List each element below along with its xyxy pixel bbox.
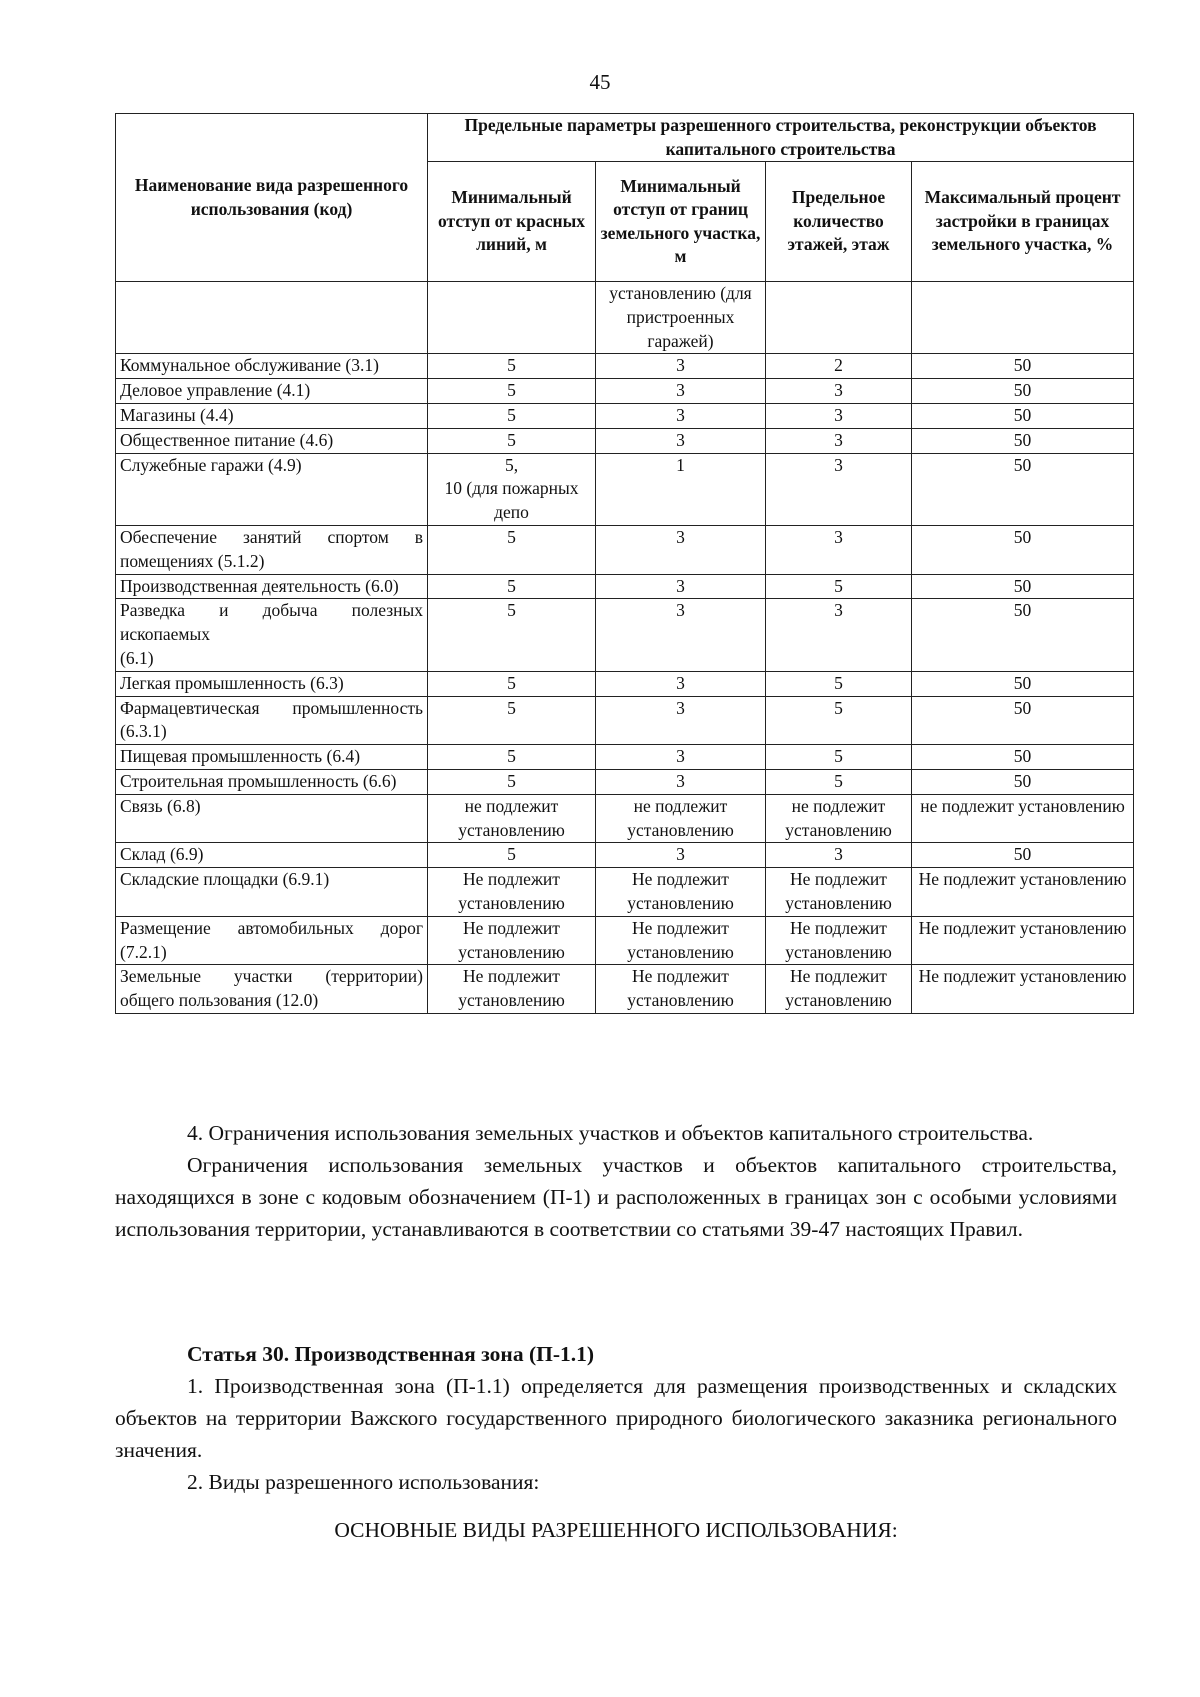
min-offset-red-lines-value: Не подлежит установлению [428,916,596,965]
min-offset-red-lines-value: Не подлежит установлению [428,868,596,917]
table-row [116,671,1134,696]
max-coverage-value: 50 [912,696,1134,745]
max-floors-value: 3 [766,379,912,404]
article-30-heading: Статья 30. Производственная зона (П-1.1) [187,1342,595,1366]
max-coverage-value: 50 [912,453,1134,525]
min-offset-red-lines-value: Не подлежит установлению [428,965,596,1014]
max-floors-value: 5 [766,745,912,770]
table-row [116,745,1134,770]
max-floors-value: 3 [766,403,912,428]
use-type-name [116,282,428,354]
max-floors-value: 3 [766,453,912,525]
min-offset-red-lines-value: 5 [428,843,596,868]
min-offset-plot-borders-value: 3 [596,745,766,770]
min-offset-plot-borders-value: Не подлежит установлению [596,916,766,965]
min-offset-plot-borders-value: Не подлежит установлению [596,868,766,917]
use-type-name: Складские площадки (6.9.1) [116,868,428,917]
table-row [116,574,1134,599]
table-row [116,354,1134,379]
table-row [116,453,1134,525]
max-coverage-value: 50 [912,379,1134,404]
use-type-name: Деловое управление (4.1) [116,379,428,404]
min-offset-red-lines-value: 5 [428,403,596,428]
max-floors-value: 3 [766,525,912,574]
section-4-paragraph: Ограничения использования земельных участков и объектов капитального строительства, находящихся в зоне с кодовым обозначением (П-1) и расположенных в границах зон с особыми условиями использования территории, устанавливаются в соответствии со статьями 39-47 настоящих Правил. [115,1153,1117,1241]
use-type-name: Общественное питание (4.6) [116,428,428,453]
max-coverage-value: Не подлежит установлению [912,916,1134,965]
min-offset-plot-borders-value: 3 [596,843,766,868]
min-offset-red-lines-value: 5 [428,769,596,794]
max-coverage-value: 50 [912,599,1134,671]
min-offset-red-lines-value: 5 [428,525,596,574]
max-floors-value: 2 [766,354,912,379]
table-row [116,428,1134,453]
min-offset-red-lines-value: 5 [428,696,596,745]
max-floors-value: 3 [766,599,912,671]
table-row [116,965,1134,1014]
min-offset-red-lines-value: не подлежит установлению [428,794,596,843]
use-type-name: Обеспечение занятий спортом в помещениях (5.1.2) [116,525,428,574]
max-coverage-value: 50 [912,428,1134,453]
table-row [116,403,1134,428]
min-offset-red-lines-value: 5 [428,599,596,671]
table-header [116,114,1134,282]
max-floors-value: Не подлежит установлению [766,965,912,1014]
header-max-coverage-percent: Максимальный процент застройки в границах земельного участка, % [912,162,1134,282]
max-coverage-value: 50 [912,671,1134,696]
max-floors-value: не подлежит установлению [766,794,912,843]
max-coverage-value [912,282,1134,354]
min-offset-plot-borders-value: 3 [596,769,766,794]
table-row [116,525,1134,574]
min-offset-plot-borders-value: не подлежит установлению [596,794,766,843]
article-30-paragraph-2: 2. Виды разрешенного использования: [187,1470,540,1494]
use-type-name: Производственная деятельность (6.0) [116,574,428,599]
table-body [116,282,1134,1014]
min-offset-red-lines-value: 5 [428,745,596,770]
use-type-name: Пищевая промышленность (6.4) [116,745,428,770]
max-floors-value: 5 [766,696,912,745]
table-row [116,696,1134,745]
use-type-name: Служебные гаражи (4.9) [116,453,428,525]
max-floors-value: Не подлежит установлению [766,916,912,965]
use-type-name: Коммунальное обслуживание (3.1) [116,354,428,379]
min-offset-plot-borders-value: 3 [596,574,766,599]
max-coverage-value: 50 [912,769,1134,794]
min-offset-plot-borders-value: 3 [596,599,766,671]
table-row [116,916,1134,965]
use-type-name: Связь (6.8) [116,794,428,843]
min-offset-red-lines-value: 5 [428,354,596,379]
max-floors-value [766,282,912,354]
min-offset-red-lines-value [428,282,596,354]
header-name-column: Наименование вида разрешенного использования (код) [116,114,428,282]
min-offset-plot-borders-value: 3 [596,354,766,379]
min-offset-plot-borders-value: 3 [596,379,766,404]
use-type-name: Строительная промышленность (6.6) [116,769,428,794]
max-floors-value: 3 [766,843,912,868]
use-type-name: Размещение автомобильных дорог (7.2.1) [116,916,428,965]
header-min-offset-red-lines: Минимальный отступ от красных линий, м [428,162,596,282]
section-4 [115,1117,1117,1245]
main-permitted-uses-subheading: ОСНОВНЫЕ ВИДЫ РАЗРЕШЕННОГО ИСПОЛЬЗОВАНИЯ: [334,1518,898,1542]
min-offset-plot-borders-value: Не подлежит установлению [596,965,766,1014]
header-max-floors: Предельное количество этажей, этаж [766,162,912,282]
max-floors-value: 5 [766,671,912,696]
min-offset-plot-borders-value: 3 [596,525,766,574]
min-offset-red-lines-value: 5 [428,428,596,453]
table-row [116,769,1134,794]
article-30-paragraph-1: 1. Производственная зона (П-1.1) определяется для размещения производственных и складских объектов на территории Важского государственного природного биологического заказника регионального значения. [115,1374,1117,1462]
table-row [116,379,1134,404]
header-min-offset-plot-borders: Минимальный отступ от границ земельного участка, м [596,162,766,282]
header-parameters-group: Предельные параметры разрешенного строительства, реконструкции объектов капитального строительства [428,114,1134,162]
max-coverage-value: 50 [912,354,1134,379]
min-offset-plot-borders-value: 3 [596,428,766,453]
table-row [116,599,1134,671]
max-floors-value: Не подлежит установлению [766,868,912,917]
use-type-name: Земельные участки (территории) общего пользования (12.0) [116,965,428,1014]
min-offset-red-lines-value: 5 [428,574,596,599]
min-offset-red-lines-value: 5, 10 (для пожарных депо [428,453,596,525]
max-floors-value: 5 [766,574,912,599]
parameters-table [115,113,1134,1014]
max-coverage-value: 50 [912,525,1134,574]
min-offset-plot-borders-value: 3 [596,696,766,745]
table-row [116,282,1134,354]
max-coverage-value: Не подлежит установлению [912,965,1134,1014]
article-30 [115,1338,1117,1546]
use-type-name: Магазины (4.4) [116,403,428,428]
min-offset-red-lines-value: 5 [428,671,596,696]
use-type-name: Фармацевтическая промышленность (6.3.1) [116,696,428,745]
use-type-name: Легкая промышленность (6.3) [116,671,428,696]
max-coverage-value: 50 [912,745,1134,770]
max-coverage-value: Не подлежит установлению [912,868,1134,917]
use-type-name: Склад (6.9) [116,843,428,868]
table-row [116,794,1134,843]
page-number: 45 [589,70,611,94]
min-offset-plot-borders-value: 1 [596,453,766,525]
max-floors-value: 3 [766,428,912,453]
section-4-title: 4. Ограничения использования земельных участков и объектов капитального строительства. [187,1121,1034,1145]
min-offset-red-lines-value: 5 [428,379,596,404]
max-coverage-value: не подлежит установлению [912,794,1134,843]
table-row [116,868,1134,917]
table-row [116,843,1134,868]
max-floors-value: 5 [766,769,912,794]
max-coverage-value: 50 [912,843,1134,868]
min-offset-plot-borders-value: 3 [596,403,766,428]
max-coverage-value: 50 [912,574,1134,599]
min-offset-plot-borders-value: 3 [596,671,766,696]
max-coverage-value: 50 [912,403,1134,428]
min-offset-plot-borders-value: установлению (для пристроенных гаражей) [596,282,766,354]
use-type-name: Разведка и добыча полезных ископаемых (6.1) [116,599,428,671]
